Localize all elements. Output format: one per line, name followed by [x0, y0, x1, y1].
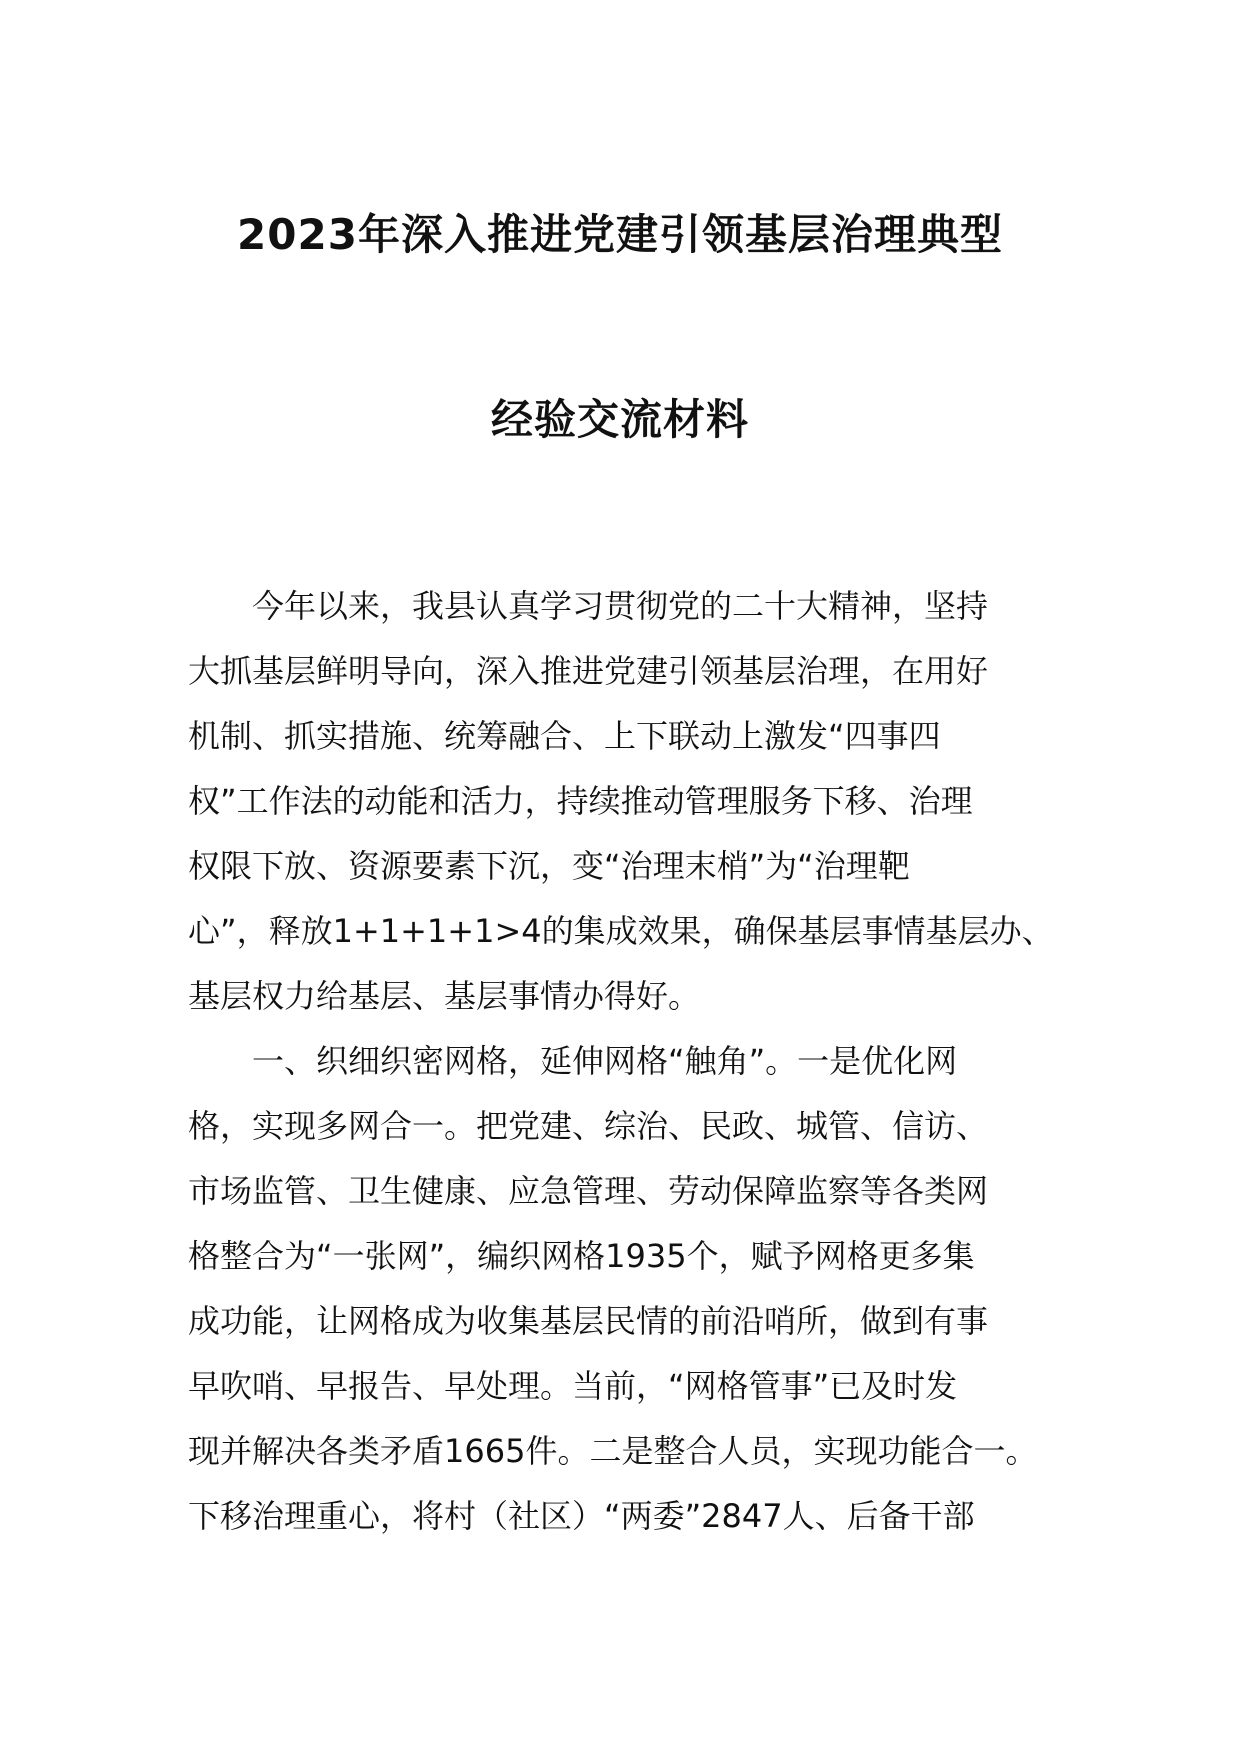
paragraph-line: 格，实现多网合一。把党建、综治、民政、城管、信访、 — [188, 1107, 989, 1145]
paragraph-line: 一、织细织密网格，延伸网格“触角”。一是优化网 — [252, 1042, 958, 1080]
paragraph-1 — [188, 574, 1058, 1029]
paragraph-line: 市场监管、卫生健康、应急管理、劳动保障监察等各类网 — [188, 1172, 989, 1210]
paragraph-line: 今年以来，我县认真学习贯彻党的二十大精神，坚持 — [252, 587, 989, 625]
paragraph-line: 权限下放、资源要素下沉，变“治理末梢”为“治理靶 — [188, 847, 910, 885]
paragraph-line: 机制、抓实措施、统筹融合、上下联动上激发“四事四 — [188, 717, 941, 755]
paragraph-line: 现并解决各类矛盾1665件。二是整合人员，实现功能合一。 — [188, 1432, 1038, 1470]
document-body — [188, 574, 1058, 1549]
paragraph-line: 大抓基层鲜明导向，深入推进党建引领基层治理，在用好 — [188, 652, 989, 690]
document-title-line-2: 经验交流材料 — [490, 395, 749, 444]
paragraph-line: 心”，释放1+1+1+1>4的集成效果，确保基层事情基层办、 — [188, 912, 1054, 950]
paragraph-line: 权”工作法的动能和活力，持续推动管理服务下移、治理 — [188, 782, 973, 820]
paragraph-line: 成功能，让网格成为收集基层民情的前沿哨所，做到有事 — [188, 1302, 989, 1340]
document-title-line-1: 2023年深入推进党建引领基层治理典型 — [237, 210, 1003, 259]
paragraph-line: 下移治理重心，将村（社区）“两委”2847人、后备干部 — [188, 1497, 975, 1535]
paragraph-line: 格整合为“一张网”，编织网格1935个，赋予网格更多集 — [188, 1237, 975, 1275]
paragraph-line: 基层权力给基层、基层事情办得好。 — [188, 977, 701, 1015]
paragraph-2 — [188, 1029, 1058, 1549]
paragraph-line: 早吹哨、早报告、早处理。当前，“网格管事”已及时发 — [188, 1367, 958, 1405]
